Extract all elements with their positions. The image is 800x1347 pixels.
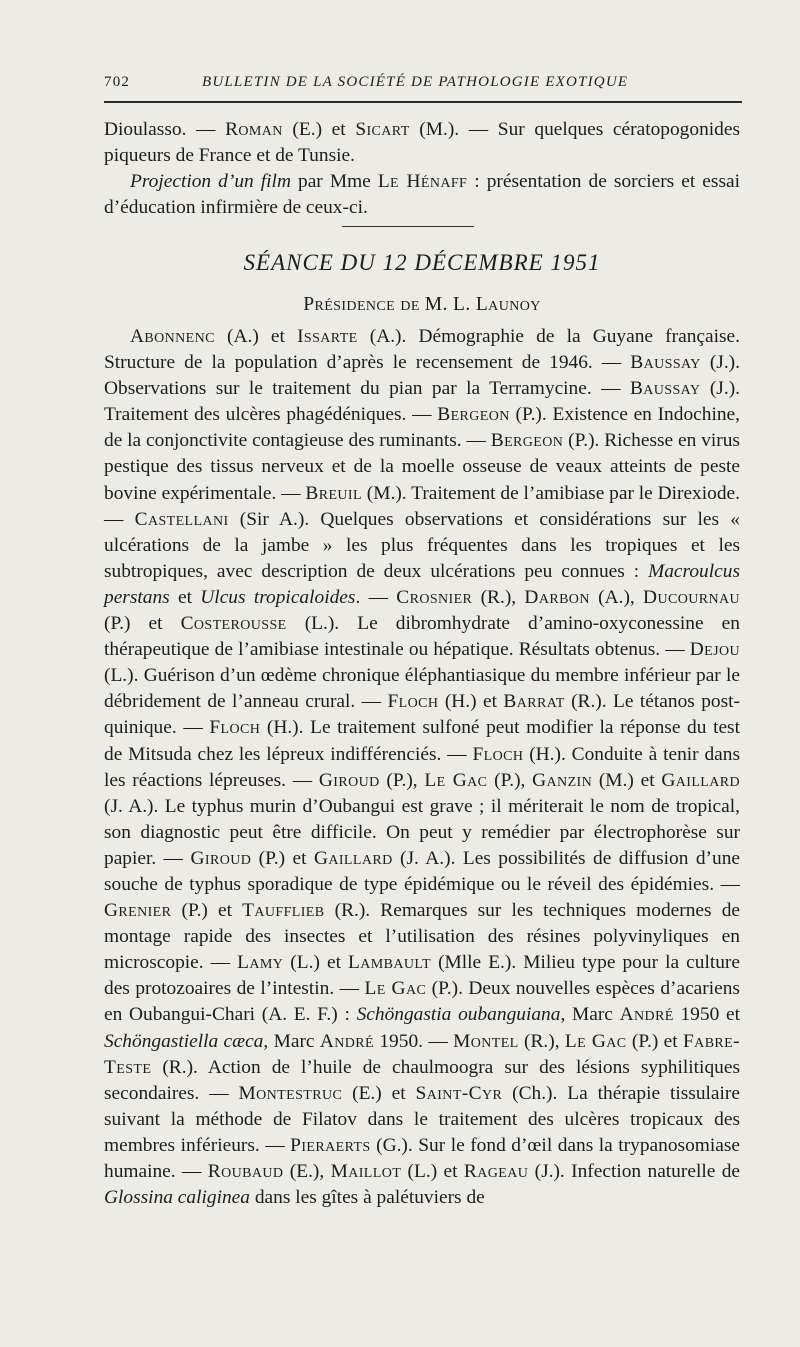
author-name: Crosnier (396, 586, 473, 608)
author-name: Giroud (190, 847, 252, 869)
author-name: Grenier (104, 900, 172, 922)
author-name: Ganzin (532, 769, 593, 791)
previous-session-tail (104, 117, 740, 221)
film-projection-paragraph: Projection d’un film par Mme Le Hénaff : présentation de sorciers et essai d’éducation infirmière de ceux-ci. (104, 171, 740, 219)
author-name: Issarte (297, 326, 358, 347)
author-name: Costerousse (180, 613, 287, 635)
author-name: Bergeon (490, 430, 564, 452)
author-name: André (619, 1004, 674, 1026)
author-name: Maillot (330, 1161, 402, 1182)
author-name: Baussay (630, 352, 701, 374)
author-name: Floch (472, 743, 524, 765)
species-name: Macroulcus perstans (104, 560, 740, 608)
author-name: André (319, 1030, 374, 1052)
author-name: Floch (387, 691, 439, 713)
running-title: BULLETIN DE LA SOCIÉTÉ DE PATHOLOGIE EXOTIQUE (202, 74, 629, 90)
author-name: Montestruc (238, 1082, 343, 1104)
author-name: Lambault (348, 952, 432, 974)
author-name: Floch (209, 717, 261, 739)
author-name: Taufflieb (242, 900, 325, 922)
header-rule (104, 101, 742, 103)
author-name: Giroud (318, 769, 380, 791)
author-name: Darbon (524, 586, 590, 608)
author-name: Ducournau (643, 586, 740, 608)
species-name: Schöngastia oubanguiana (356, 1004, 561, 1026)
author-name: Rageau (463, 1161, 529, 1182)
continued-paragraph: Dioulasso. — Roman (E.) et Sicart (M.). — Sur quelques cératopogonides piqueurs de France et de Tunsie. (104, 119, 741, 167)
author-name: Castellani (134, 508, 229, 530)
author-name: Roubaud (207, 1161, 284, 1182)
species-name: Schöngastiella cæca (104, 1030, 264, 1052)
page-number: 702 (104, 74, 131, 90)
species-name: Glossina caliginea (104, 1187, 250, 1209)
author-name: Le Gac (364, 978, 427, 1000)
presidence-line: Présidence de M. L. Launoy (303, 294, 541, 315)
author-name: Le Hénaff (377, 171, 468, 193)
communications-paragraph: Abonnenc (A.) et Issarte (A.). Démographie de la Guyane française. Structure de la population d’après le recensement de 1946. — Baussay (J.). Observations sur le traitement du pian par la Terramycine. — Baussay (J.). Traitement des ulcères phagédéniques. — Bergeon (P.). Existence en Indochine, de la conjonctivite contagieuse des ruminants. — Bergeon (P.). Richesse en virus pestique des tissus nerveux et de la moelle osseuse de veaux atteints de peste bovine expérimentale. — Breuil (M.). Traitement de l’amibiase par le Direxiode. — Castellani (Sir A.). Quelques observations et considérations sur les « ulcérations de la jambe » les plus fréquentes dans les tropiques et les subtropiques, avec description de deux ulcérations peu connues : Macroulcus perstans et Ulcus tropicaloides. — Crosnier (R.), Darbon (A.), Ducournau (P.) et Costerousse (L.). Le dibromhydrate d’amino-oxyconessine en thérapeutique de l’amibiase intestinale ou hépatique. Résultats obtenus. — Dejou (L.). Guérison d’un œdème chronique éléphantiasique du membre inférieur par le débridement de l’anneau crural. — Floch (H.) et Barrat (R.). Le tétanos post-quinique. — Floch (H.). Le traitement sulfoné peut modifier la réponse du test de Mitsuda chez les lépreux indifférenciés. — Floch (H.). Conduite à tenir dans les réactions lépreuses. — Giroud (P.), Le Gac (P.), Ganzin (M.) et Gaillard (J. A.). Le typhus murin d’Oubangui est grave ; il mériterait le nom de tropical, son diagnostic peut être difficile. On peut y remédier par électrophorèse sur papier. — Giroud (P.) et Gaillard (J. A.). Les possibilités de diffusion d’une souche de typhus sporadique de type épidémique ou le réveil des épidémies. — Grenier (P.) et Taufflieb (R.). Remarques sur les techniques modernes de montage rapide des insectes et l’utilisation des résines polyvinyliques en microscopie. — Lamy (L.) et Lambault (Mlle E.). Milieu type pour la culture des protozoaires de l’intestin. — Le Gac (P.). Deux nouvelles espèces d’acariens en Oubangui-Chari (A. E. F.) : Schöngastia oubanguiana, Marc André 1950 et Schöngastiella cæca, Marc André 1950. — Montel (R.), Le Gac (P.) et Fabre-Teste (R.). Action de l’huile de chaulmoogra sur des lésions syphilitiques secondaires. — Montestruc (E.) et Saint-Cyr (Ch.). La thérapie tissulaire suivant la méthode de Filatov dans le traitement des ulcères tropicaux des membres inférieurs. — Pieraerts (G.). Sur le fond d’œil dans la trypanosomiase humaine. — Roubaud (E.), Maillot (L.) et Rageau (J.). Infection naturelle de Glossina caliginea dans les gîtes à palétuviers de (104, 326, 741, 1209)
species-name: Ulcus tropicaloides (200, 586, 356, 608)
author-name: Bergeon (437, 404, 510, 426)
communications-list (104, 324, 740, 1211)
projection-label: Projection d’un film (130, 171, 291, 193)
author-name: Gaillard (661, 769, 740, 791)
session-heading: SÉANCE DU 12 DÉCEMBRE 1951 (243, 250, 601, 275)
author-name: Saint-Cyr (415, 1082, 503, 1104)
author-name: Gaillard (313, 847, 393, 869)
president-name: M. L. Launoy (424, 294, 541, 315)
author-name: Montel (453, 1030, 519, 1052)
author-name: Breuil (305, 482, 362, 504)
author-name: Lamy (237, 952, 284, 974)
author-name: Roman (225, 119, 283, 140)
author-name: Pieraerts (290, 1134, 371, 1156)
author-name: Le Gac (424, 769, 488, 791)
author-name: Abonnenc (130, 326, 215, 347)
author-name: Sicart (355, 119, 410, 140)
author-name: Fabre-Teste (104, 1030, 740, 1078)
author-name: Barrat (503, 691, 565, 713)
author-name: Baussay (629, 378, 701, 400)
author-name: Dejou (689, 639, 740, 661)
section-divider (342, 226, 474, 227)
author-name: Le Gac (564, 1030, 627, 1052)
